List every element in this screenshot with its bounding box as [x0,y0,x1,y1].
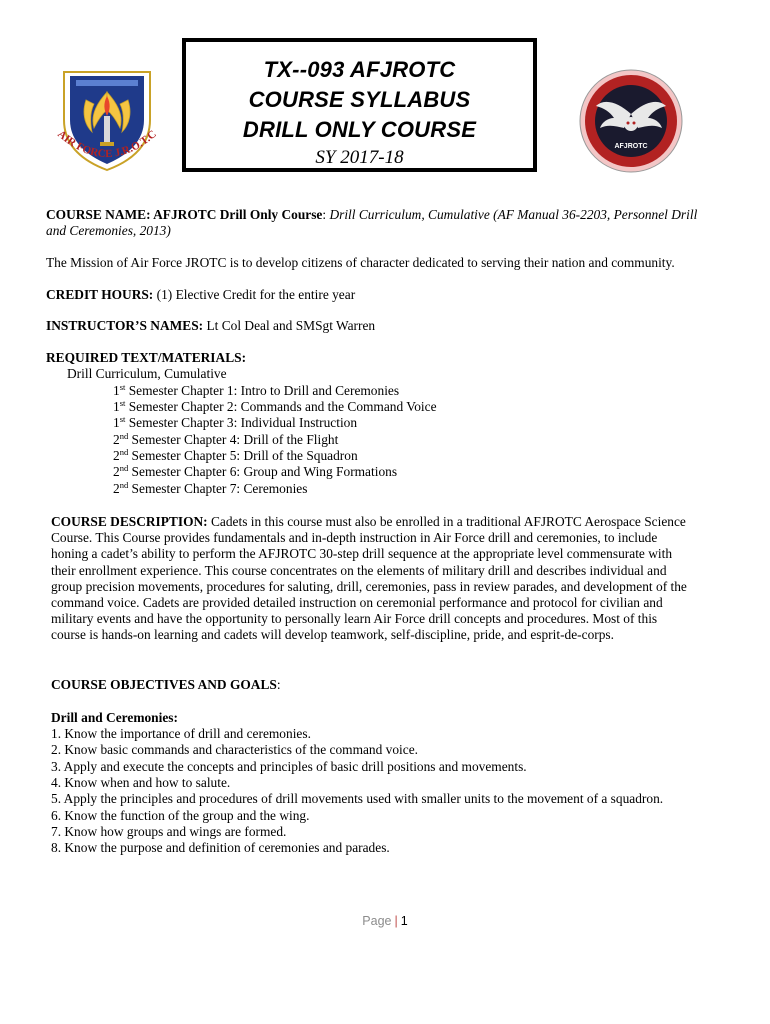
chapter-text: Semester Chapter 1: Intro to Drill and Ceremonies [125,383,400,398]
objective-item: 5. Apply the principles and procedures of drill movements used with smaller units to the movement of a squadron. [51,791,664,806]
chapter-semester-suffix: nd [119,431,129,441]
page-footer [0,914,770,928]
page-label: Page [362,914,392,928]
chapter-text: Semester Chapter 7: Ceremonies [128,481,308,496]
chapter-semester-num: 1 [113,399,120,414]
school-year: SY 2017-18 [315,147,404,168]
credit-hours-label: CREDIT HOURS: [46,287,157,302]
course-name-label: COURSE NAME: AFJROTC Drill Only Course [46,207,323,222]
chapter-item [113,399,437,415]
objective-item: 6. Know the function of the group and the wing. [51,808,310,823]
title-line-2: COURSE SYLLABUS [248,87,471,112]
course-name [46,207,706,240]
mission-statement: The Mission of Air Force JROTC is to develop citizens of character dedicated to serving their nation and community. [46,255,675,270]
chapter-semester-num: 2 [113,448,120,463]
chapter-item [113,448,358,464]
objectives-subheading: Drill and Ceremonies: [51,710,178,725]
chapter-text: Semester Chapter 5: Drill of the Squadron [128,448,358,463]
chapter-text: Semester Chapter 3: Individual Instruction [125,415,358,430]
chapter-item [113,464,397,480]
course-name-colon: : [322,207,330,222]
objective-item: 8. Know the purpose and definition of ceremonies and parades. [51,840,390,855]
chapter-semester-num: 2 [113,432,120,447]
materials-subheading: Drill Curriculum, Cumulative [67,366,227,381]
chapter-semester-suffix: nd [119,480,129,490]
chapter-text: Semester Chapter 6: Group and Wing Formations [128,464,398,479]
course-description [51,514,691,644]
chapter-item [113,432,338,448]
objective-item: 7. Know how groups and wings are formed. [51,824,287,839]
title-box [182,38,537,172]
instructors [46,318,706,334]
chapter-semester-num: 2 [113,464,120,479]
chapter-semester-suffix: nd [119,447,129,457]
materials-heading: REQUIRED TEXT/MATERIALS: [46,350,247,365]
page-number: 1 [400,914,408,928]
credit-hours-value: (1) Elective Credit for the entire year [156,287,356,302]
chapter-semester-num: 1 [113,383,120,398]
course-description-label: COURSE DESCRIPTION: [51,514,211,529]
chapter-semester-num: 1 [113,415,120,430]
chapter-item [113,383,399,399]
course-description-text: Cadets in this course must also be enrolled in a traditional AFJROTC Aerospace Science Course. This Course provides fundamentals and in-depth instruction in Air Force drill and ceremonies, to include honing a cadet’s ability to perform the AFJROTC 30-step drill sequence at the appropriate level commensurate with their enrollment experience. This course concentrates on the elements of military drill and describes individual and group precision movements, procedures for saluting, drill, ceremonies, pass in review parades, and development of the command voice. Cadets are provided detailed instruction on ceremonial performance and protocol for civilian and military events and have the opportunity to personally learn Air Force drill concepts and procedures. Most of this course is hands-on learning and cadets will develop teamwork, self-discipline, pride, and esprit-de-corps. [51,514,687,643]
chapter-semester-suffix: st [119,382,126,392]
chapter-item [113,481,307,497]
objective-item: 2. Know basic commands and characteristics of the command voice. [51,742,419,757]
instructors-label: INSTRUCTOR’S NAMES: [46,318,207,333]
chapter-item [113,415,357,431]
afjrotc-shield-logo [46,62,168,174]
course-name-value: Drill Curriculum, Cumulative (AF Manual 36-2203, Personnel Drill and Ceremonies, 2013) [46,207,698,239]
title-line-1: TX--093 AFJROTC [263,57,456,82]
unit-emblem-logo [578,68,684,174]
objectives-heading-label: COURSE OBJECTIVES AND GOALS [51,677,277,692]
objective-item: 1. Know the importance of drill and ceremonies. [51,726,311,741]
chapter-semester-suffix: nd [119,463,129,473]
chapter-text: Semester Chapter 2: Commands and the Command Voice [125,399,437,414]
chapter-semester-num: 2 [113,481,120,496]
shield-logo-text: AIR FORCE J.R.O.T.C [55,128,159,161]
objectives-heading-colon: : [276,677,281,692]
chapter-text: Semester Chapter 4: Drill of the Flight [128,432,339,447]
instructors-value: Lt Col Deal and SMSgt Warren [206,318,376,333]
chapter-semester-suffix: st [119,414,126,424]
objective-item: 3. Apply and execute the concepts and principles of basic drill positions and movements. [51,759,527,774]
chapter-semester-suffix: st [119,398,126,408]
emblem-logo-text: AFJROTC [614,143,648,150]
credit-hours [46,287,706,303]
title-line-3: DRILL ONLY COURSE [242,117,477,142]
objective-item: 4. Know when and how to salute. [51,775,231,790]
objectives-heading [51,677,691,693]
page-separator: | [394,914,398,928]
